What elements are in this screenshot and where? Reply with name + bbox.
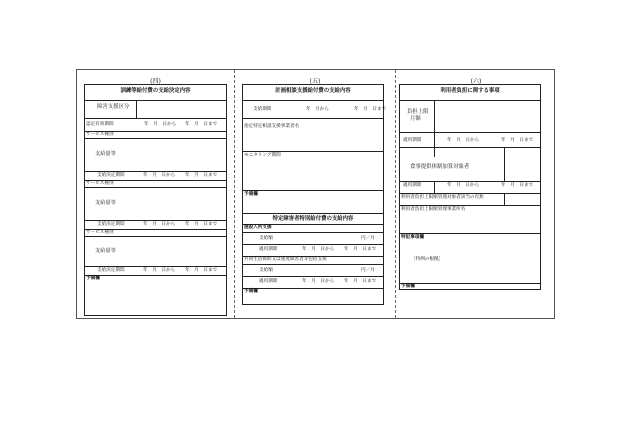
cap-label: 負担上限 [407,109,429,115]
training-benefit-table: 訓練等給付費の支給決定内容 障害支援区分 認定有効期間 年 月 日から 年 月 日まで サービス種別 支給量等 支給決定期間 年 月 日から 年 月 日まで サービス種別 支給量等 支給決定期間 年 月 日から 年 月 日まで サービス種別 支給量等 支給決定期間 年 月 日から 年 月 日まで 予備欄 [84,84,227,316]
panel-training-benefit [77,70,234,320]
monitoring-label: モニタリング期間 [244,153,281,158]
panel-plan-consultation [235,70,395,320]
table-title: 特定障害者特別給付費の支給内容 [272,216,354,222]
pay-amount-label: 支給額 [259,236,273,241]
designated-office-label: 指定特定相談支援事業者名 [244,124,300,129]
decision-period-label: 支給決定期間 [97,268,125,273]
service-type-label: サービス種別 [86,230,114,235]
panel-user-burden [396,70,556,320]
pay-amount-label: 支給額 [259,268,273,273]
decision-period-label: 支給決定期間 [97,173,125,178]
special-case-label: ［特例の根拠］ [411,257,444,262]
cap-month-label: 月額 [410,116,421,122]
table-title: 訓練等給付費の支給決定内容 [120,88,191,94]
special-benefit-table: 特定障害者特別給付費の支給内容 施設入所支援 支給額 円／月 適用期間 年 月 日から 年 月 日まで 共同生活援助又は重度障害者等包括支援 支給額 円／月 適用期間 年 月 日から 年 月 日まで 予備欄 [242,213,384,305]
panel-number: (五) [309,78,321,85]
table-title: 利用者負担に関する事項 [440,88,500,94]
remarks-label: 予備欄 [86,276,100,281]
group-home-label: 共同生活援助又は重度障害者等包括支援 [244,257,327,262]
cap-mgmt-flag-label: 利用者負担上限額管理対象者該当の有無 [401,195,484,200]
apply-period-label: 適用期間 [403,138,422,143]
remarks-label: 予備欄 [401,284,415,289]
amount-label: 支給量等 [95,200,116,206]
meal-target-label: 食事提供体制加算対象者 [410,164,470,170]
apply-period-label: 適用期間 [259,279,278,284]
apply-period-label: 適用期間 [403,183,422,188]
user-burden-table: 利用者負担に関する事項 負担上限 月額 適用期間 年 月 日から 年 月 日まで 食事提供体制加算対象者 適用期間 年 月 日から 年 月 日まで 利用者負担上限額管理対象者該当の有無 利用者負担上限額管理事業所名 特記事項欄 ［特例の根拠］ 予備欄 [399,84,541,290]
amount-label: 支給量等 [95,248,116,254]
disability-class-label: 障害支援区分 [97,104,130,110]
amount-label: 支給量等 [95,151,116,157]
period-label: 支給期間 [253,107,272,112]
apply-period-label: 適用期間 [259,247,278,252]
cert-period-label: 認定有効期間 [86,122,114,127]
certificate-sheet [76,69,555,319]
facility-label: 施設入所支援 [244,225,272,230]
decision-period-label: 支給決定期間 [97,222,125,227]
service-type-label: サービス種別 [86,132,114,137]
table-title: 計画相談支援給付費の支給内容 [275,88,351,94]
service-type-label: サービス種別 [86,181,114,186]
panel-number: (四) [150,78,161,85]
special-notes-label: 特記事項欄 [401,235,424,240]
panel-number: (六) [470,78,482,85]
remarks-label: 予備欄 [244,192,258,197]
remarks-label: 予備欄 [244,289,258,294]
plan-consultation-table: 計画相談支援給付費の支給内容 支給期間 年 月から 年 月 日まで 指定特定相談支援事業者名 モニタリング期間 予備欄 [242,84,384,214]
cap-mgmt-office-label: 利用者負担上限額管理事業所名 [401,207,466,212]
